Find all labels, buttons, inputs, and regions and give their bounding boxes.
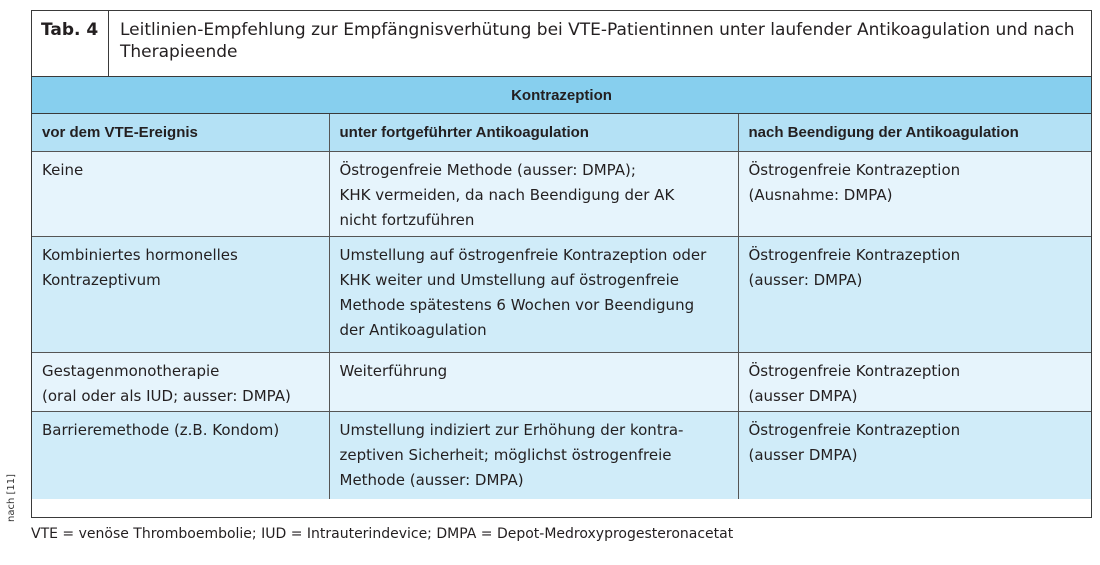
cell-line: Östrogenfreie Kontrazeption [748, 421, 961, 439]
cell-line: Methode spätestens 6 Wochen vor Beendigung [339, 296, 695, 314]
cell-line: nicht fortzuführen [339, 211, 475, 229]
table-cell [329, 353, 738, 412]
abbreviation-footnote: VTE = venöse Thromboembolie; IUD = Intrauterindevice; DMPA = Depot-Medroxyprogesteronacetat [31, 526, 734, 542]
table-cell [32, 152, 329, 237]
cell-line: Östrogenfreie Kontrazeption [748, 246, 961, 264]
cell-line: Kombiniertes hormonelles [42, 246, 238, 264]
table-cell [738, 353, 1091, 412]
table-row [32, 237, 1091, 353]
table-title-row [32, 11, 1091, 77]
cell-line: KHK weiter und Umstellung auf östrogenfreie [339, 271, 680, 289]
table-label: Tab. 4 [32, 11, 109, 76]
table-cell [329, 412, 738, 499]
cell-line: Östrogenfreie Kontrazeption [748, 362, 961, 380]
data-table [32, 114, 1091, 499]
cell-line: Kontrazeptivum [42, 271, 161, 289]
table-row [32, 412, 1091, 499]
table-cell [738, 152, 1091, 237]
cell-line: Gestagenmonotherapie [42, 362, 220, 380]
column-header-after-anticoagulation: nach Beendigung der Antikoagulation [738, 114, 1091, 152]
column-header-row [32, 114, 1091, 152]
cell-line: Östrogenfreie Methode (ausser: DMPA); [339, 161, 636, 179]
table-cell [329, 152, 738, 237]
cell-line: Methode (ausser: DMPA) [339, 471, 524, 489]
table-cell [32, 237, 329, 353]
recommendation-table [31, 10, 1092, 518]
table-cell [738, 412, 1091, 499]
cell-line: Keine [42, 161, 84, 179]
table-cell [329, 237, 738, 353]
cell-line: (Ausnahme: DMPA) [748, 186, 893, 204]
column-header-before-vte: vor dem VTE-Ereignis [32, 114, 329, 152]
table-title: Leitlinien-Empfehlung zur Empfängnisverhütung bei VTE-Patientinnen unter laufender Antikoagulation und nach Therapieende [120, 20, 1075, 62]
cell-line: Umstellung auf östrogenfreie Kontrazeption oder [339, 246, 707, 264]
cell-line: Barrieremethode (z.B. Kondom) [42, 421, 280, 439]
cell-line: zeptiven Sicherheit; möglichst östrogenfreie [339, 446, 672, 464]
cell-line: Östrogenfreie Kontrazeption [748, 161, 961, 179]
cell-line: (ausser: DMPA) [748, 271, 863, 289]
cell-line: der Antikoagulation [339, 321, 487, 339]
cell-line: Umstellung indiziert zur Erhöhung der kontra- [339, 421, 684, 439]
table-cell [32, 412, 329, 499]
table-cell [738, 237, 1091, 353]
table-row [32, 152, 1091, 237]
cell-line: (ausser DMPA) [748, 387, 858, 405]
cell-line: (oral oder als IUD; ausser: DMPA) [42, 387, 291, 405]
table-cell [32, 353, 329, 412]
source-note [2, 470, 22, 530]
cell-line: (ausser DMPA) [748, 446, 858, 464]
column-header-during-anticoagulation: unter fortgeführter Antikoagulation [329, 114, 738, 152]
source-note-text: nach [11] [6, 473, 17, 522]
section-header: Kontrazeption [32, 77, 1091, 114]
table-row [32, 353, 1091, 412]
cell-line: KHK vermeiden, da nach Beendigung der AK [339, 186, 675, 204]
cell-line: Weiterführung [339, 362, 448, 380]
